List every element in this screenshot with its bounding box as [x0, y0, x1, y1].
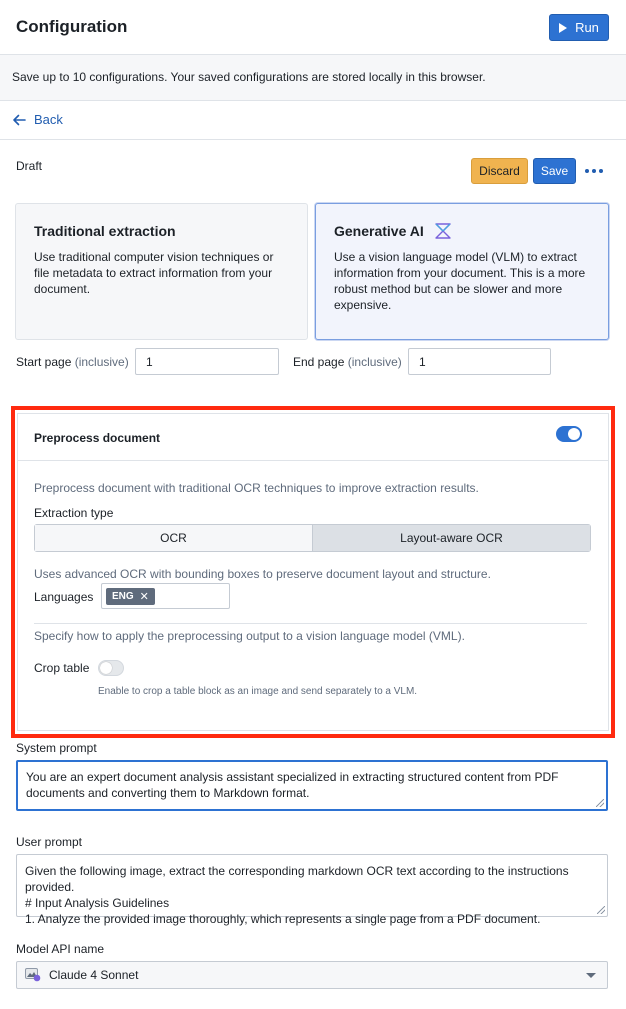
preprocess-toggle[interactable]	[556, 426, 582, 442]
system-prompt-textarea[interactable]	[16, 760, 608, 811]
method-card-description: Use traditional computer vision techniques or file metadata to extract information from your document.	[34, 250, 274, 296]
language-tag	[106, 588, 155, 605]
banner-text: Save up to 10 configurations. Your saved configurations are stored locally in this browser.	[12, 70, 486, 84]
more-icon	[585, 169, 589, 173]
save-button[interactable]: Save	[533, 158, 576, 184]
run-button[interactable]	[549, 14, 609, 41]
ai-sparkle-icon	[434, 223, 452, 239]
method-card-traditional[interactable]	[15, 203, 308, 340]
method-card-title	[334, 223, 452, 239]
method-card-generative-ai[interactable]	[315, 203, 609, 340]
divider	[0, 139, 626, 140]
resize-handle[interactable]	[596, 799, 604, 807]
model-icon	[25, 968, 41, 982]
system-prompt-label: System prompt	[16, 741, 97, 755]
resize-handle[interactable]	[597, 906, 605, 914]
start-page-label: Start page (inclusive)	[16, 355, 129, 369]
preprocess-panel	[17, 413, 609, 731]
crop-table-help: Enable to crop a table block as an image and send separately to a VLM.	[98, 686, 418, 697]
preprocess-title: Preprocess document	[34, 431, 161, 445]
divider	[34, 623, 587, 624]
option-ocr[interactable]: OCR	[35, 525, 313, 551]
languages-input[interactable]	[101, 583, 230, 609]
arrow-left-icon	[12, 113, 26, 127]
method-card-title-text: Traditional extraction	[34, 223, 176, 239]
info-banner	[0, 55, 626, 101]
run-button-label: Run	[575, 20, 599, 35]
caret-down-icon	[586, 973, 596, 978]
user-prompt-textarea[interactable]	[16, 854, 608, 926]
option-layout-aware-ocr[interactable]: Layout-aware OCR	[313, 525, 590, 551]
extraction-type-segmented-control	[34, 524, 591, 552]
user-prompt-label: User prompt	[16, 835, 83, 849]
system-prompt-text: You are an expert document analysis assistant specialized in extracting structured content from PDF documents and converting them to Markdown format.	[26, 770, 559, 800]
preprocess-description: Preprocess document with traditional OCR techniques to improve extraction results.	[34, 481, 479, 495]
user-prompt-line: Given the following image, extract the corresponding markdown OCR text according to the instructions provided.	[25, 864, 569, 894]
user-prompt-line: 1. Analyze the provided image thoroughly, which represents a single page from a PDF document.	[25, 912, 541, 926]
extraction-type-description: Uses advanced OCR with bounding boxes to preserve document layout and structure.	[34, 567, 491, 581]
page-title: Configuration	[16, 17, 128, 36]
vlm-description: Specify how to apply the preprocessing output to a vision language model (VML).	[34, 629, 465, 643]
crop-table-label: Crop table	[34, 661, 90, 675]
draft-label: Draft	[16, 159, 43, 173]
preprocess-header	[18, 414, 608, 461]
model-select-value: Claude 4 Sonnet	[49, 968, 139, 982]
play-icon	[559, 23, 567, 33]
crop-table-toggle[interactable]	[98, 660, 124, 676]
user-prompt-line: # Input Analysis Guidelines	[25, 896, 170, 910]
back-link[interactable]	[12, 112, 63, 127]
method-card-description: Use a vision language model (VLM) to extract information from your document. This is a more robust method but can be slower and more expensive.	[334, 250, 586, 312]
language-tag-label: ENG	[112, 591, 134, 602]
header	[0, 0, 626, 55]
model-select[interactable]	[16, 961, 608, 989]
languages-label: Languages	[34, 590, 94, 604]
end-page-input[interactable]: 1	[408, 348, 551, 375]
method-card-title-text: Generative AI	[334, 223, 424, 239]
remove-tag-icon[interactable]: ✕	[139, 591, 149, 603]
model-api-label: Model API name	[16, 942, 105, 956]
method-card-title	[34, 223, 176, 239]
extraction-type-label: Extraction type	[34, 506, 114, 520]
end-page-label: End page (inclusive)	[293, 355, 402, 369]
discard-button[interactable]: Discard	[471, 158, 528, 184]
start-page-input[interactable]: 1	[135, 348, 279, 375]
back-label: Back	[34, 112, 63, 127]
more-options-button[interactable]	[584, 163, 604, 179]
